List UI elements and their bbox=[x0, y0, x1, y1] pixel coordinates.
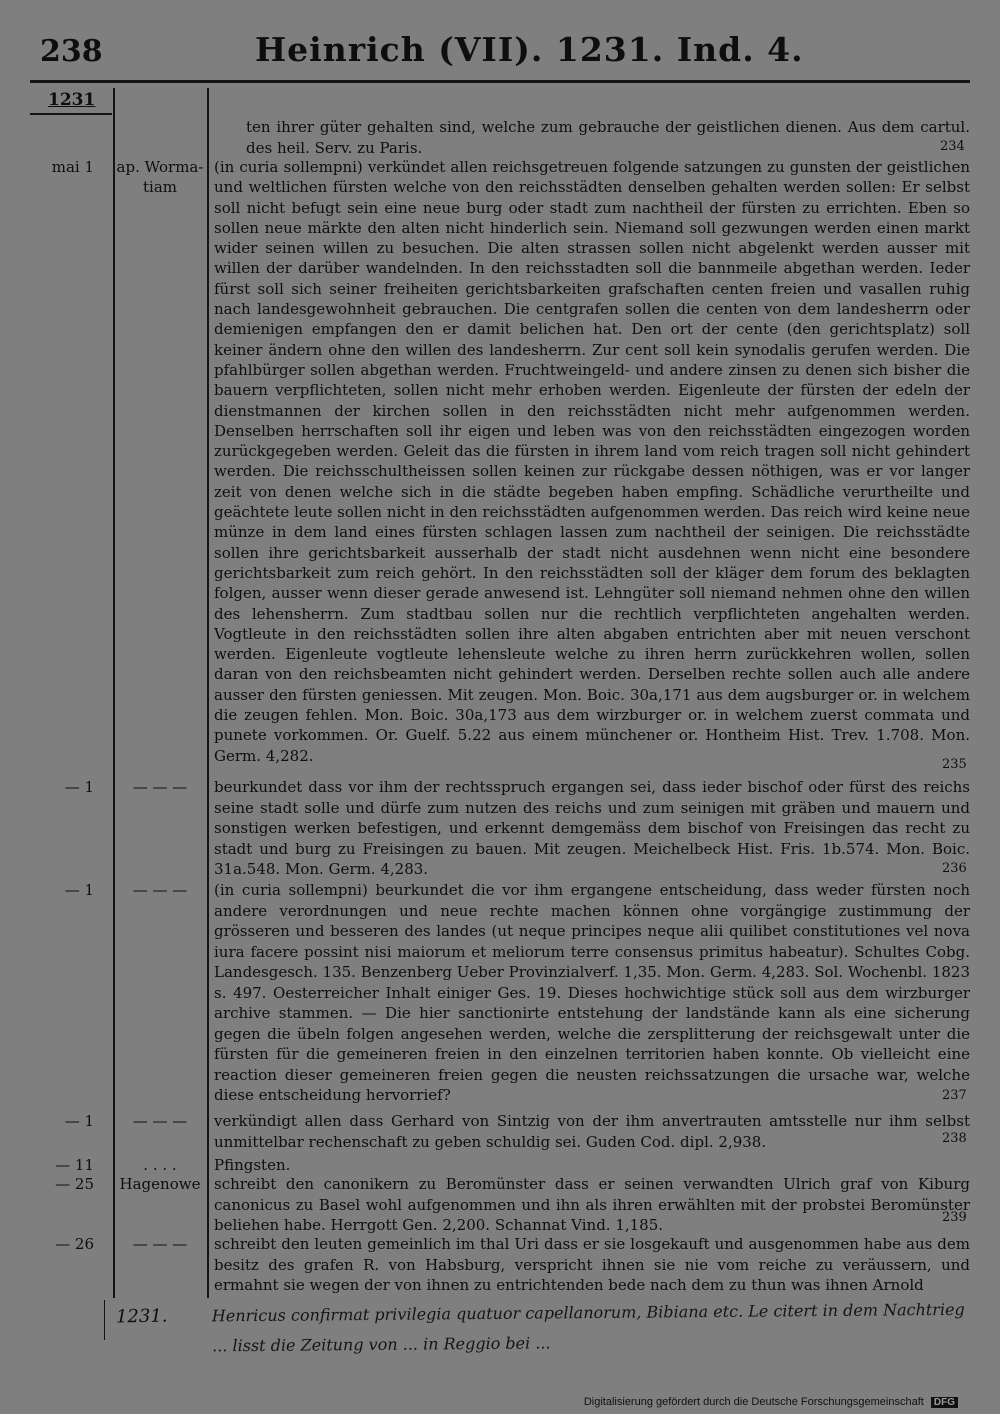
entry-date: — 26 bbox=[55, 1235, 94, 1253]
entry-place: ap. Worma-tiam bbox=[116, 158, 204, 196]
entry-text: schreibt den canonikern zu Beromünster dass er seinen verwandten Ulrich graf von Kiburg canonicus zu Basel wohl aufgenommen und ihn als ihren erwählten mit der probstei Beromünster beliehen habe. Herrgott Gen. 2,200. Schannat Vind. 1,185. bbox=[214, 1175, 970, 1234]
entry-date: — 1 bbox=[64, 1112, 94, 1130]
handwritten-year: 1231. bbox=[115, 1305, 168, 1328]
entry-text: beurkundet dass vor ihm der rechtsspruch ergangen sei, dass ieder bischof oder fürst des reichs seine stadt solle und dürfe zum nutzen des reichs und zum seinigen mit gräben und mauern und sonstigen werken befestigen, und erkennt demgemäss dem bischof von Freisingen das recht zu stadt und burg zu Freisingen zu bauen. Mit zeugen. Meichelbeck Hist. Fris. 1b.574. Mon. Boic. 31a.548. Mon. Germ. 4,283. bbox=[214, 778, 970, 878]
entry-date: mai 1 bbox=[51, 158, 94, 176]
entry-place: — — — bbox=[132, 778, 188, 796]
entry-place: — — — bbox=[132, 881, 188, 899]
entry-text: verkündigt allen dass Gerhard von Sintzig von der ihm anvertrauten amtsstelle nur ihm selbst unmittelbar rechenschaft zu geben schuldig sei. Guden Cod. dipl. 2,938. bbox=[214, 1112, 970, 1151]
entry-date: — 1 bbox=[64, 778, 94, 796]
entry-place: Hagenowe bbox=[119, 1175, 201, 1193]
footer-text: Digitalisierung gefördert durch die Deutsche Forschungsgemeinschaft bbox=[583, 1396, 924, 1408]
entry-text: (in curia sollempni) beurkundet die vor ihm ergangene entscheidung, dass weder fürsten noch andere verordnungen und neue rechte machen können ohne vorgängige zustimmung der grösseren und besseren des landes (ut neque principes neque alii quilibet constitutiones vel nova iura facere possint nisi maiorum et meliorum terre consensus primitus habeatur). Schultes Cobg. Landesgesch. 135. Benzenberg Ueber Provinzialverf. 1,35. Mon. Germ. 4,283. Sol. Wochenbl. 1823 s. 497. Oesterreicher Inhalt einiger Ges. 19. Dieses hochwichtige stück soll aus dem wirzburger archive stammen. — Die hier sanctionirte entstehung der landstände kann als eine sicherung gegen die übeln folgen angesehen werden, welche die zersplitterung der reichsgewalt unter die fürsten für die gemeineren freien in den einzelnen territorien haben konnte. Ob vielleicht eine reaction dieser gemeineren freien gegen die neusten reichssatzungen die ursache war, welche diese entscheidung hervorrief? bbox=[214, 881, 970, 1104]
entry-text: (in curia sollempni) verkündet allen reichsgetreuen folgende satzungen zu gunsten der geistlichen und weltlichen fürsten welche von den reichsstädten denselben gehalten werden sollen: Er selbst soll nicht befugt sein eine neue burg oder stadt zum nachtheil der fürsten zu errichten. Eben so sollen neue märkte den alten nicht hinderlich sein. Niemand soll gezwungen werden einen markt wider seinen willen zu besuchen. Die alten strassen sollen nicht abgelenkt werden ausser mit willen der darüber wandelnden. In den reichsstadten soll die bannmeile abgethan werden. Ieder fürst soll sich seiner freiheiten gerichtsbarkeiten grafschaften centen freien und vasallen ruhig nach landesgewohnheit gebrauchen. Die centgrafen sollen die centen von dem landesherrn oder demienigen empfangen den er damit belichen hat. Den ort der cente (den gerichtsplatz) soll keiner ändern ohne den willen des landesherrn. Zur cent soll kein synodalis gerufen werden. Die pfahlbürger sollen abgethan werden. Fruchtweingeld- und andere zinsen zu denen sich bisher die bauern verpflichteten, sollen nicht mehr erhoben werden. Eigenleute der fürsten der edeln der dienstmannen der kirchen sollen in den reichsstädten nicht mehr aufgenommen werden. Denselben herrschaften soll ihr eigen und leben was von den reichsstädten eingezogen worden zurückgegeben werden. Geleit das die fürsten in ihrem land vom reich tragen soll nicht gehindert werden. Die reichsschultheissen sollen keinen zur rückgabe dessen nöthigen, was er vor langer zeit von denen welche sich in die städte begeben haben empfing. Schädliche verurtheilte und geächtete leute sollen nicht in den reichsstädten aufgenommen werden. Das reich wird keine neue münze in dem land eines fürsten schlagen lassen zum nachtheil der seinigen. Die reichsstädte sollen ihre gerichtsbarkeit ausserhalb der stadt nicht ausdehnen wenn nicht eine besondere gerichtsbarkeit zum reich gehört. In den reichsstädten soll der kläger dem forum des beklagten folgen, ausser wenn dieser gerade anwesend ist. Lehngüter soll niemand nehmen ohne den willen des lehensherrn. Zum stadtbau sollen nur die rechtlich verpflichteten angehalten werden. Vogtleute in den reichsstädten sollen ihre alten abgaben entrichten aber mit neuen verschont werden. Eigenleute vogtleute lehensleute welche zu ihren herrn zurückkehren wollen, sollen daran von den reichsbeamten nicht gehindert werden. Derselben rechte sollen auch alle andere ausser den fürsten geniessen. Mit zeugen. Mon. Boic. 30a,171 aus dem augsburger or. in welchem die zeugen fehlen. Mon. Boic. 30a,173 aus dem wirzburger or. in welchem zuerst commata und punete vorkommen. Or. Guelf. 5.22 aus einem münchener or. Hontheim Hist. Trev. 1.708. Mon. Germ. 4,282. bbox=[214, 158, 970, 765]
handwritten-note: Henricus confirmat privilegia quatuor capellanorum, Bibiana etc. Le citert in dem Nachtrieg ... lisst die Zeitung von ... in Reggio bei ... bbox=[211, 1299, 965, 1356]
dfg-logo: DFG bbox=[931, 1397, 958, 1408]
entry-date: — 11 bbox=[55, 1156, 94, 1174]
entry-text: Pfingsten. bbox=[214, 1156, 291, 1174]
entry-date: — 25 bbox=[55, 1175, 94, 1193]
header-rule bbox=[30, 80, 970, 83]
page-number: 238 bbox=[40, 34, 103, 69]
year-label: 1231 bbox=[48, 90, 96, 110]
entry-place: — — — bbox=[132, 1112, 188, 1130]
column-divider-left-lower bbox=[104, 1300, 105, 1340]
entry-date: — 1 bbox=[64, 881, 94, 899]
year-rule bbox=[30, 113, 112, 115]
footer bbox=[584, 1396, 958, 1408]
entry-place: . . . . bbox=[143, 1156, 177, 1174]
column-divider-right bbox=[207, 88, 209, 1298]
entry-text: schreibt den leuten gemeinlich im thal Uri dass er sie losgekauft und ausgenommen habe aus dem besitz des grafen R. von Habsburg, verspricht ihnen sie nie vom reiche zu veräussern, und ermahnt sie wegen der von ihnen zu entrichtenden bede nach dem zu thun was ihnen Arnold bbox=[214, 1235, 970, 1294]
entry-place: — — — bbox=[132, 1235, 188, 1253]
running-title: Heinrich (VII). 1231. Ind. 4. bbox=[255, 30, 804, 69]
column-divider-left bbox=[113, 88, 115, 1298]
entry-text: ten ihrer güter gehalten sind, welche zum gebrauche der geistlichen dienen. Aus dem cartul. des heil. Serv. zu Paris. bbox=[246, 118, 970, 157]
